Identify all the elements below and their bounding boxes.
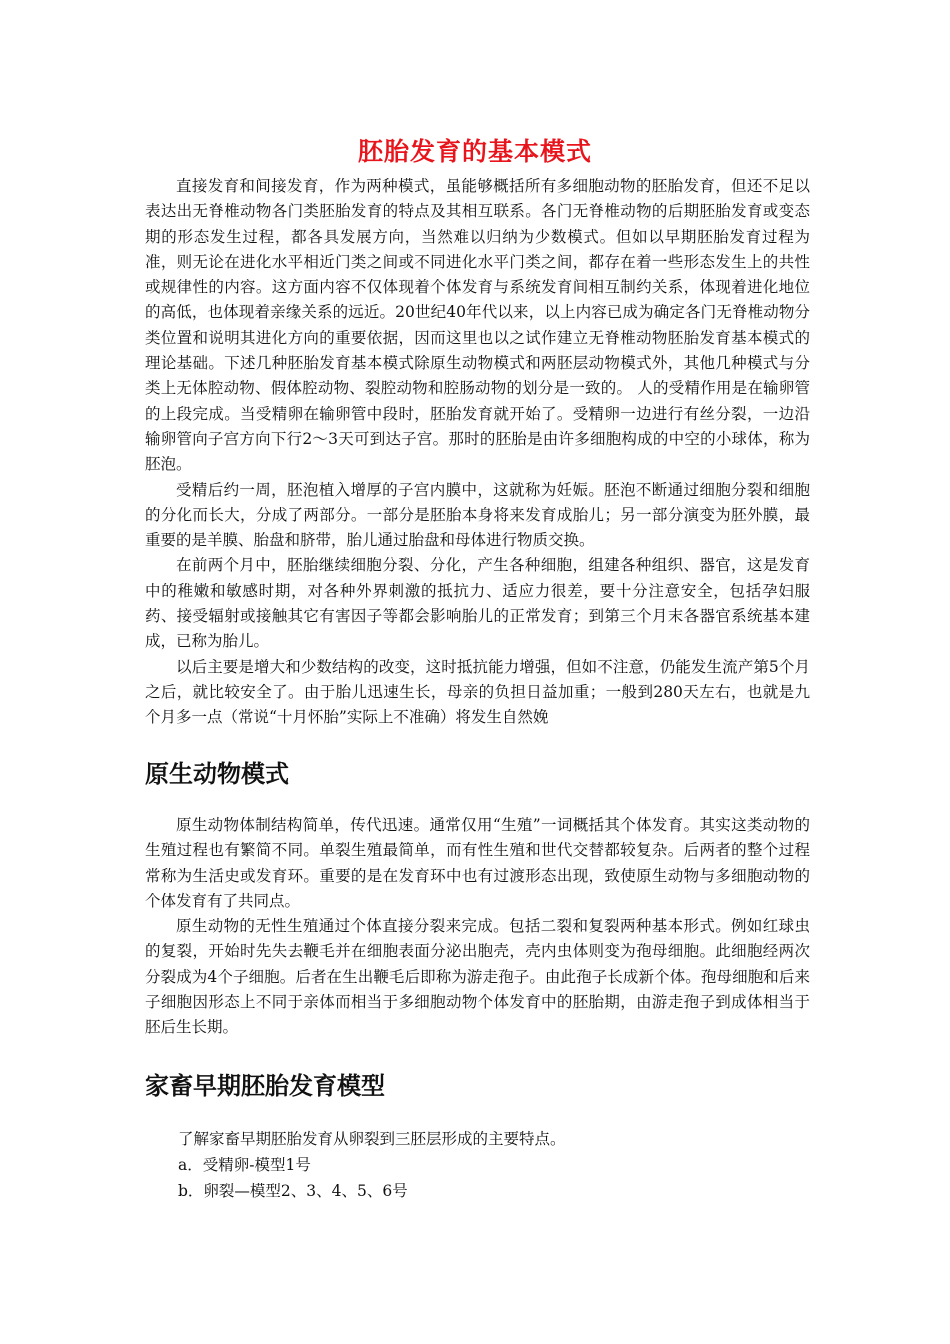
list-item: 了解家畜早期胚胎发育从卵裂到三胚层形成的主要特点。 [178, 1130, 566, 1148]
protozoa-text [145, 813, 810, 1041]
protozoa-paragraph: 原生动物体制结构简单，传代迅速。通常仅用“生殖”一词概括其个体发育。其实这类动物的生殖过程也有繁简不同。单裂生殖最简单，而有性生殖和世代交替都较复杂。后两者的整个过程常称为生活史或发育环。重要的是在发育环中也有过渡形态出现，致使原生动物与多细胞动物的个体发育有了共同点。 [145, 816, 810, 910]
document-title: 胚胎发育的基本模式 [357, 137, 592, 166]
intro-text [145, 174, 810, 731]
list-item: a．受精卵-模型1号 [178, 1156, 311, 1174]
intro-paragraph: 在前两个月中，胚胎继续细胞分裂、分化，产生各种细胞，组建各种组织、器官，这是发育中的稚嫩和敏感时期，对各种外界刺激的抵抗力、适应力很差，要十分注意安全，包括孕妇服药、接受辐射或接触其它有害因子等都会影响胎儿的正常发育；到第三个月末各器官系统基本建成，已称为胎儿。 [145, 556, 810, 651]
intro-paragraph: 受精后约一周，胚泡植入增厚的子宫内膜中，这就称为妊娠。胚泡不断通过细胞分裂和细胞的分化而长大，分成了两部分。一部分是胚胎本身将来发育成胎儿；另一部分演变为胚外膜，最重要的是羊膜、胎盘和脐带，胎儿通过胎盘和母体进行物质交换。 [145, 480, 810, 550]
protozoa-paragraph: 原生动物的无性生殖通过个体直接分裂来完成。包括二裂和复裂两种基本形式。例如红球虫的复裂，开始时先失去鞭毛并在细胞表面分泌出胞壳，壳内虫体则变为孢母细胞。此细胞经两次分裂成为4个子细胞。后者在生出鞭毛后即称为游走孢子。由此孢子长成新个体。孢母细胞和后来子细胞因形态上不同于亲体而相当于多细胞动物个体发育中的胚胎期，由游走孢子到成体相当于胚后生长期。 [145, 917, 810, 1037]
section-heading-protozoa: 原生动物模式 [145, 760, 289, 788]
intro-paragraph: 直接发育和间接发育，作为两种模式，虽能够概括所有多细胞动物的胚胎发育，但还不足以表达出无脊椎动物各门类胚胎发育的特点及其相互联系。各门无脊椎动物的后期胚胎发育或变态期的形态发生过程，都各具发展方向，当然难以归纳为少数模式。但如以早期胚胎发育过程为准，则无论在进化水平相近门类之间或不同进化水平门类之间，都存在着一些形态发生上的共性或规律性的内容。这方面内容不仅体现着个体发育与系统发育间相互制约关系，体现着进化地位的高低，也体现着亲缘关系的远近。20世纪40年代以来，以上内容已成为确定各门无脊椎动物分类位置和说明其进化方向的重要依据，因而这里也以之试作建立无脊椎动物胚胎发育基本模式的理论基础。下述几种胚胎发育基本模式除原生动物模式和两胚层动物模式外，其他几种模式与分类上无体腔动物、假体腔动物、裂腔动物和腔肠动物的划分是一致的。 人的受精作用是在输卵管的上段完成。当受精卵在输卵管中段时，胚胎发育就开始了。受精卵一边进行有丝分裂，一边沿输卵管向子宫方向下行2～3天可到达子宫。那时的胚胎是由许多细胞构成的中空的小球体，称为胚泡。 [145, 177, 810, 474]
livestock-list [178, 1126, 566, 1204]
section-heading-livestock: 家畜早期胚胎发育模型 [145, 1072, 385, 1100]
intro-paragraph: 以后主要是增大和少数结构的改变，这时抵抗能力增强，但如不注意，仍能发生流产第5个月之后，就比较安全了。由于胎儿迅速生长，母亲的负担日益加重；一般到280天左右，也就是九个月多一点（常说“十月怀胎”实际上不准确）将发生自然娩 [145, 657, 810, 727]
list-item: b．卵裂—模型2、3、4、5、6号 [178, 1182, 408, 1200]
